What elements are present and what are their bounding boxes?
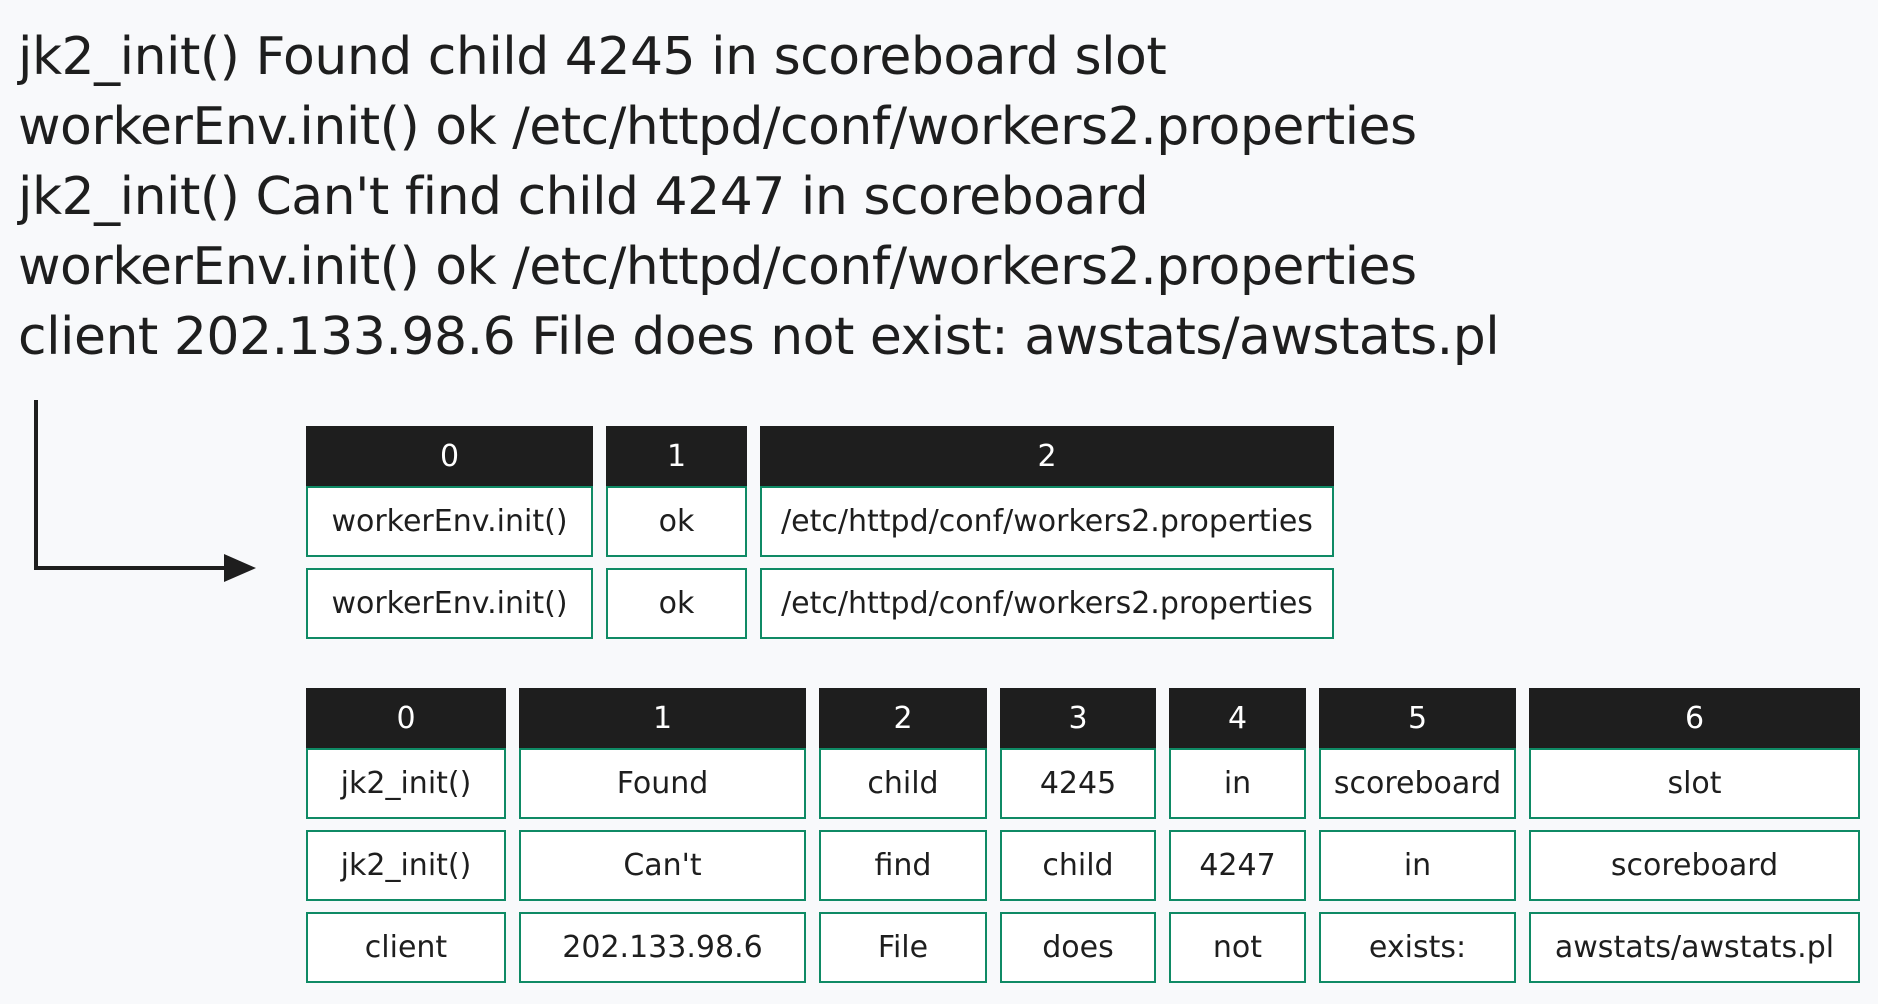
parsed-table-workerenv bbox=[306, 426, 1334, 639]
table-cell: awstats/awstats.pl bbox=[1529, 912, 1860, 983]
table-cell: ok bbox=[606, 568, 747, 639]
table-cell: find bbox=[819, 830, 987, 901]
log-line: jk2_init() Can't find child 4247 in scoreboard bbox=[18, 167, 1149, 227]
table-cell: child bbox=[819, 748, 987, 819]
column-header: 3 bbox=[1000, 688, 1156, 748]
table-cell: jk2_init() bbox=[306, 748, 506, 819]
column-header: 6 bbox=[1529, 688, 1860, 748]
table-cell: in bbox=[1319, 830, 1516, 901]
table-cell: /etc/httpd/conf/workers2.properties bbox=[760, 568, 1334, 639]
table-cell: in bbox=[1169, 748, 1306, 819]
table-cell: scoreboard bbox=[1319, 748, 1516, 819]
table-cell: client bbox=[306, 912, 506, 983]
column-header: 1 bbox=[519, 688, 806, 748]
table-cell: Found bbox=[519, 748, 806, 819]
table-cell: exists: bbox=[1319, 912, 1516, 983]
table-cell: child bbox=[1000, 830, 1156, 901]
table-cell: Can't bbox=[519, 830, 806, 901]
table-cell: jk2_init() bbox=[306, 830, 506, 901]
arrow-icon bbox=[0, 0, 300, 620]
table-cell: /etc/httpd/conf/workers2.properties bbox=[760, 486, 1334, 557]
table-cell: workerEnv.init() bbox=[306, 568, 593, 639]
column-header: 0 bbox=[306, 426, 593, 486]
table-cell: not bbox=[1169, 912, 1306, 983]
table-cell: scoreboard bbox=[1529, 830, 1860, 901]
table-cell: 4247 bbox=[1169, 830, 1306, 901]
table-cell: File bbox=[819, 912, 987, 983]
table-cell: slot bbox=[1529, 748, 1860, 819]
table-cell: ok bbox=[606, 486, 747, 557]
column-header: 2 bbox=[760, 426, 1334, 486]
table-cell: does bbox=[1000, 912, 1156, 983]
column-header: 5 bbox=[1319, 688, 1516, 748]
parsed-table-other bbox=[306, 688, 1859, 983]
log-line: client 202.133.98.6 File does not exist: awstats/awstats.pl bbox=[18, 307, 1500, 367]
table-cell: workerEnv.init() bbox=[306, 486, 593, 557]
log-line: workerEnv.init() ok /etc/httpd/conf/workers2.properties bbox=[18, 237, 1417, 297]
column-header: 0 bbox=[306, 688, 506, 748]
column-header: 4 bbox=[1169, 688, 1306, 748]
table-cell: 202.133.98.6 bbox=[519, 912, 806, 983]
log-line: workerEnv.init() ok /etc/httpd/conf/workers2.properties bbox=[18, 97, 1417, 157]
column-header: 2 bbox=[819, 688, 987, 748]
log-line: jk2_init() Found child 4245 in scoreboard slot bbox=[18, 27, 1167, 87]
column-header: 1 bbox=[606, 426, 747, 486]
table-cell: 4245 bbox=[1000, 748, 1156, 819]
